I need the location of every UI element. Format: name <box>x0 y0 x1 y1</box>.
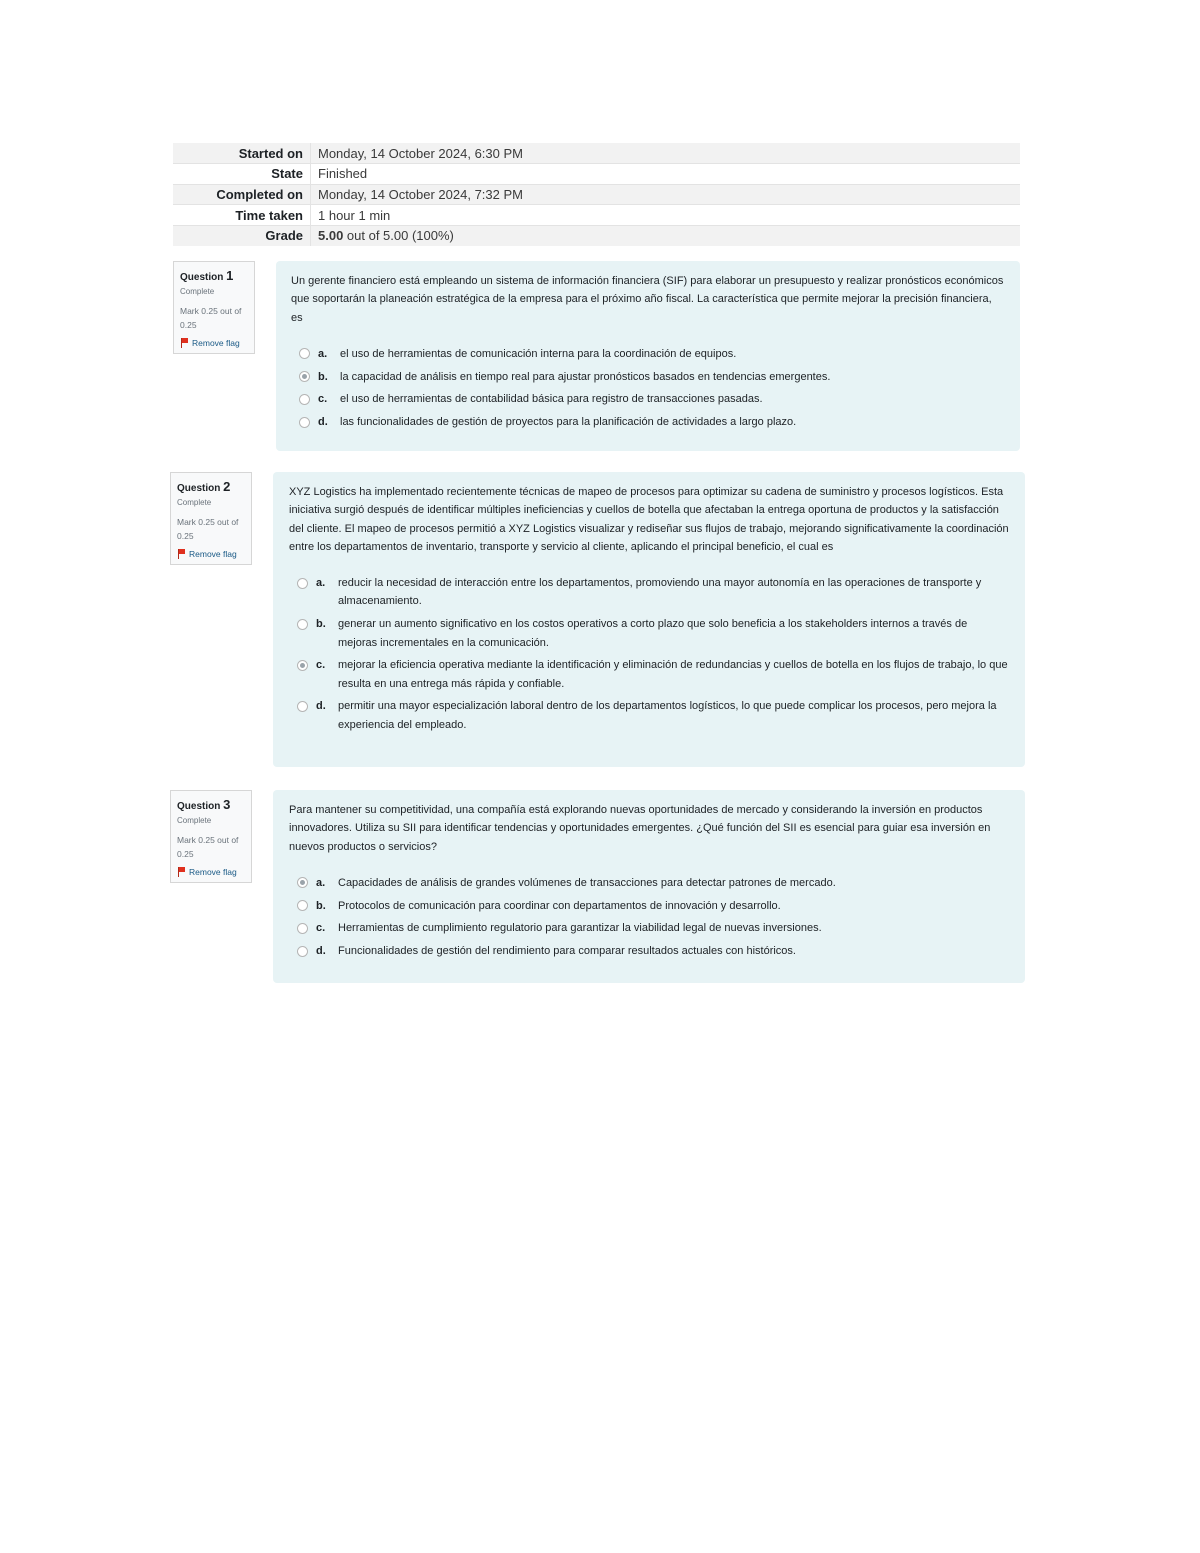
answer-text: Funcionalidades de gestión del rendimiento para comparar resultados actuales con históricos. <box>338 945 796 958</box>
answer-letter: d. <box>318 416 328 429</box>
answer-text: Herramientas de cumplimiento regulatorio para garantizar la viabilidad legal de nuevas inversiones. <box>338 922 822 935</box>
answer-option[interactable] <box>289 942 1009 960</box>
answer-list <box>289 874 1009 961</box>
question-grade: Mark 0.25 out of 0.25 <box>177 517 239 541</box>
answer-radio[interactable] <box>297 946 308 957</box>
answer-letter: b. <box>316 899 326 912</box>
answer-text: la capacidad de análisis en tiempo real para ajustar pronósticos basados en tendencias emergentes. <box>340 370 831 383</box>
summary-label: Grade <box>173 225 311 246</box>
summary-label: Started on <box>173 143 311 164</box>
answer-letter: a. <box>316 876 326 889</box>
answer-radio[interactable] <box>299 417 310 428</box>
question-text: XYZ Logistics ha implementado recientemente técnicas de mapeo de procesos para optimizar su cadena de suministro y procesos logísticos. Esta iniciativa surgió después de identificar múltiples ineficiencias y cuellos de botella que afectaban la entrega oportuna de productos y la satisfacción del cliente. El mapeo de procesos permitió a XYZ Logistics visualizar y rediseñar sus flujos de trabajo, mejorando significativamente la coordinación entre los departamentos de inventario, transporte y servicio al cliente, aplicando el principal beneficio, el cual es <box>289 486 1009 553</box>
answer-radio[interactable] <box>297 701 308 712</box>
question-number: Question 1 <box>180 268 234 283</box>
answer-text: reducir la necesidad de interacción entre los departamentos, promoviendo una mayor autonomía en las operaciones de transporte y almacenamiento. <box>338 577 982 608</box>
answer-letter: c. <box>316 922 326 935</box>
answer-text: permitir una mayor especialización laboral dentro de los departamentos logísticos, lo que puede complicar los procesos, pero mejora la experiencia del empleado. <box>338 700 997 731</box>
summary-row-grade <box>173 225 1020 246</box>
remove-flag-button[interactable] <box>177 549 245 559</box>
summary-label: Completed on <box>173 184 311 205</box>
remove-flag-label: Remove flag <box>189 549 237 559</box>
answer-text: generar un aumento significativo en los costos operativos a corto plazo que solo beneficia a los stakeholders internos a través de mejoras incrementales en la comunicación. <box>338 618 968 649</box>
answer-radio[interactable] <box>299 394 310 405</box>
answer-radio[interactable] <box>297 900 308 911</box>
answer-radio[interactable] <box>297 619 308 630</box>
question-state: Complete <box>177 498 212 507</box>
answer-radio[interactable] <box>297 578 308 589</box>
question-grade: Mark 0.25 out of 0.25 <box>177 835 239 859</box>
answer-option[interactable] <box>289 574 1009 611</box>
question-info <box>170 790 252 883</box>
answer-text: el uso de herramientas de contabilidad básica para registro de transacciones pasadas. <box>340 393 763 406</box>
question-content <box>273 472 1025 767</box>
question-content <box>276 261 1020 451</box>
answer-option[interactable] <box>289 615 1009 652</box>
answer-text: Protocolos de comunicación para coordinar con departamentos de innovación y desarrollo. <box>338 899 781 912</box>
flag-icon <box>180 338 189 348</box>
question-number: Question 3 <box>177 797 231 812</box>
answer-option[interactable] <box>289 897 1009 915</box>
answer-radio[interactable] <box>297 660 308 671</box>
summary-row-state <box>173 164 1020 185</box>
answer-letter: b. <box>318 370 328 383</box>
answer-letter: a. <box>316 577 326 590</box>
remove-flag-label: Remove flag <box>192 338 240 348</box>
answer-text: las funcionalidades de gestión de proyectos para la planificación de actividades a largo plazo. <box>340 416 797 429</box>
summary-row-time-taken <box>173 205 1020 226</box>
answer-letter: d. <box>316 700 326 713</box>
answer-option[interactable] <box>289 919 1009 937</box>
question-text: Para mantener su competitividad, una compañía está explorando nuevas oportunidades de mercado y considerando la inversión en productos innovadores. Utiliza su SII para identificar tendencias y oportunidades emergentes. ¿Qué función del SII es esencial para guiar esa inversión en nuevos productos o servicios? <box>289 804 991 853</box>
question-number: Question 2 <box>177 479 231 494</box>
quiz-summary-table <box>173 143 1020 246</box>
answer-radio[interactable] <box>299 371 310 382</box>
answer-radio[interactable] <box>299 348 310 359</box>
question-state: Complete <box>177 816 212 825</box>
summary-row-completed <box>173 184 1020 205</box>
question-text: Un gerente financiero está empleando un sistema de información financiera (SIF) para elaborar un presupuesto y realizar pronósticos económicos que soportarán la planeación estratégica de la empresa para el próximo año fiscal. La característica que permite mejorar la precisión financiera, es <box>291 275 1004 324</box>
summary-value: Monday, 14 October 2024, 7:32 PM <box>311 184 1021 205</box>
answer-text: el uso de herramientas de comunicación interna para la coordinación de equipos. <box>340 347 737 360</box>
summary-value: 1 hour 1 min <box>311 205 1021 226</box>
answer-letter: c. <box>318 393 328 406</box>
grade-total: out of 5.00 (100%) <box>343 228 454 244</box>
summary-value: Monday, 14 October 2024, 6:30 PM <box>318 145 523 161</box>
answer-letter: c. <box>316 659 326 672</box>
answer-list <box>291 345 1004 432</box>
answer-list <box>289 574 1009 734</box>
answer-option[interactable] <box>289 697 1009 734</box>
grade-score: 5.00 <box>318 228 344 244</box>
remove-flag-button[interactable] <box>180 338 248 348</box>
answer-letter: a. <box>318 347 328 360</box>
answer-radio[interactable] <box>297 877 308 888</box>
summary-value: Finished <box>311 164 1021 185</box>
flag-icon <box>177 549 186 559</box>
answer-letter: d. <box>316 945 326 958</box>
summary-label: Time taken <box>173 205 311 226</box>
summary-row-started <box>173 143 1020 164</box>
flag-icon <box>177 867 186 877</box>
answer-option[interactable] <box>291 345 1004 363</box>
summary-value <box>311 225 1021 246</box>
summary-label: State <box>173 164 311 185</box>
answer-text: Capacidades de análisis de grandes volúmenes de transacciones para detectar patrones de mercado. <box>338 876 836 889</box>
answer-letter: b. <box>316 618 326 631</box>
remove-flag-button[interactable] <box>177 867 245 877</box>
question-content <box>273 790 1025 983</box>
answer-option[interactable] <box>291 413 1004 431</box>
question-info <box>173 261 255 354</box>
question-grade: Mark 0.25 out of 0.25 <box>180 306 242 330</box>
answer-option[interactable] <box>291 390 1004 408</box>
remove-flag-label: Remove flag <box>189 867 237 877</box>
answer-option[interactable] <box>289 656 1009 693</box>
question-info <box>170 472 252 565</box>
answer-radio[interactable] <box>297 923 308 934</box>
answer-text: mejorar la eficiencia operativa mediante la identificación y eliminación de redundancias y cuellos de botella en los flujos de trabajo, lo que resulta en una entrega más rápida y confiable. <box>338 659 1008 690</box>
answer-option[interactable] <box>289 874 1009 892</box>
question-state: Complete <box>180 287 215 296</box>
answer-option[interactable] <box>291 368 1004 386</box>
